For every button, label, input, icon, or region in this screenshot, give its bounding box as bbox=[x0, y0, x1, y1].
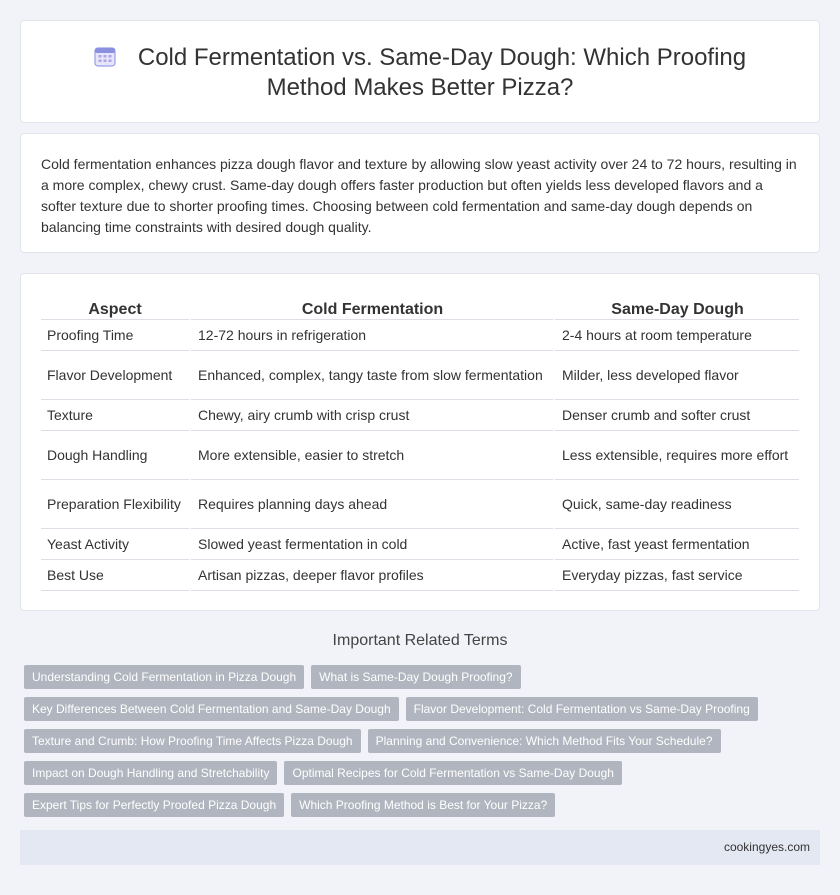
cell-same-day: Everyday pizzas, fast service bbox=[553, 560, 799, 591]
tag-row bbox=[24, 665, 521, 689]
table-row bbox=[41, 529, 799, 560]
page-title-wrap bbox=[61, 43, 779, 103]
tag-row bbox=[24, 729, 721, 753]
table-row bbox=[41, 320, 799, 351]
cell-cold: Requires planning days ahead bbox=[189, 480, 553, 529]
header-cold-fermentation: Cold Fermentation bbox=[189, 294, 553, 320]
tag-row bbox=[24, 793, 555, 817]
cell-same-day: Denser crumb and softer crust bbox=[553, 400, 799, 431]
table-row bbox=[41, 431, 799, 480]
cell-cold: 12-72 hours in refrigeration bbox=[189, 320, 553, 351]
table-row bbox=[41, 480, 799, 529]
related-tag[interactable]: Impact on Dough Handling and Stretchability bbox=[24, 761, 277, 785]
cell-aspect: Proofing Time bbox=[41, 320, 189, 351]
footer bbox=[20, 830, 820, 865]
calendar-icon bbox=[94, 45, 116, 67]
related-tag[interactable]: Flavor Development: Cold Fermentation vs Same-Day Proofing bbox=[406, 697, 758, 721]
cell-cold: Enhanced, complex, tangy taste from slow fermentation bbox=[189, 351, 553, 400]
header-aspect: Aspect bbox=[41, 294, 189, 320]
cell-cold: More extensible, easier to stretch bbox=[189, 431, 553, 480]
cell-cold: Artisan pizzas, deeper flavor profiles bbox=[189, 560, 553, 591]
table-header-row bbox=[41, 294, 799, 320]
table-row bbox=[41, 400, 799, 431]
related-terms-heading: Important Related Terms bbox=[332, 632, 508, 649]
cell-same-day: Active, fast yeast fermentation bbox=[553, 529, 799, 560]
intro-card bbox=[20, 133, 820, 253]
cell-aspect: Flavor Development bbox=[41, 351, 189, 400]
related-tag[interactable]: Key Differences Between Cold Fermentation and Same-Day Dough bbox=[24, 697, 399, 721]
tag-row bbox=[24, 697, 758, 721]
cell-aspect: Texture bbox=[41, 400, 189, 431]
cell-aspect: Yeast Activity bbox=[41, 529, 189, 560]
related-tag[interactable]: What is Same-Day Dough Proofing? bbox=[311, 665, 520, 689]
related-tag[interactable]: Texture and Crumb: How Proofing Time Affects Pizza Dough bbox=[24, 729, 361, 753]
site-name[interactable]: cookingyes.com bbox=[723, 840, 810, 854]
table-row bbox=[41, 351, 799, 400]
cell-cold: Chewy, airy crumb with crisp crust bbox=[189, 400, 553, 431]
cell-aspect: Best Use bbox=[41, 560, 189, 591]
related-tag[interactable]: Optimal Recipes for Cold Fermentation vs Same-Day Dough bbox=[284, 761, 621, 785]
related-tag[interactable]: Understanding Cold Fermentation in Pizza Dough bbox=[24, 665, 304, 689]
tag-row bbox=[24, 761, 622, 785]
related-tag[interactable]: Planning and Convenience: Which Method Fits Your Schedule? bbox=[368, 729, 721, 753]
comparison-table bbox=[41, 294, 799, 591]
cell-same-day: Quick, same-day readiness bbox=[553, 480, 799, 529]
cell-same-day: 2-4 hours at room temperature bbox=[553, 320, 799, 351]
header-same-day-dough: Same-Day Dough bbox=[553, 294, 799, 320]
table-row bbox=[41, 560, 799, 591]
title-card bbox=[20, 20, 820, 123]
cell-aspect: Preparation Flexibility bbox=[41, 480, 189, 529]
related-tag[interactable]: Expert Tips for Perfectly Proofed Pizza Dough bbox=[24, 793, 284, 817]
cell-same-day: Less extensible, requires more effort bbox=[553, 431, 799, 480]
comparison-card bbox=[20, 273, 820, 611]
cell-aspect: Dough Handling bbox=[41, 431, 189, 480]
cell-cold: Slowed yeast fermentation in cold bbox=[189, 529, 553, 560]
page-title: Cold Fermentation vs. Same-Day Dough: Which Proofing Method Makes Better Pizza? bbox=[137, 44, 747, 101]
related-tag[interactable]: Which Proofing Method is Best for Your Pizza? bbox=[291, 793, 555, 817]
intro-paragraph: Cold fermentation enhances pizza dough flavor and texture by allowing slow yeast activity over 24 to 72 hours, resulting in a more complex, chewy crust. Same-day dough offers faster production but often yields less developed flavors and a softer texture due to shorter proofing times. Choosing between cold fermentation and same-day dough depends on balancing time constraints with desired dough quality. bbox=[41, 156, 797, 235]
cell-same-day: Milder, less developed flavor bbox=[553, 351, 799, 400]
